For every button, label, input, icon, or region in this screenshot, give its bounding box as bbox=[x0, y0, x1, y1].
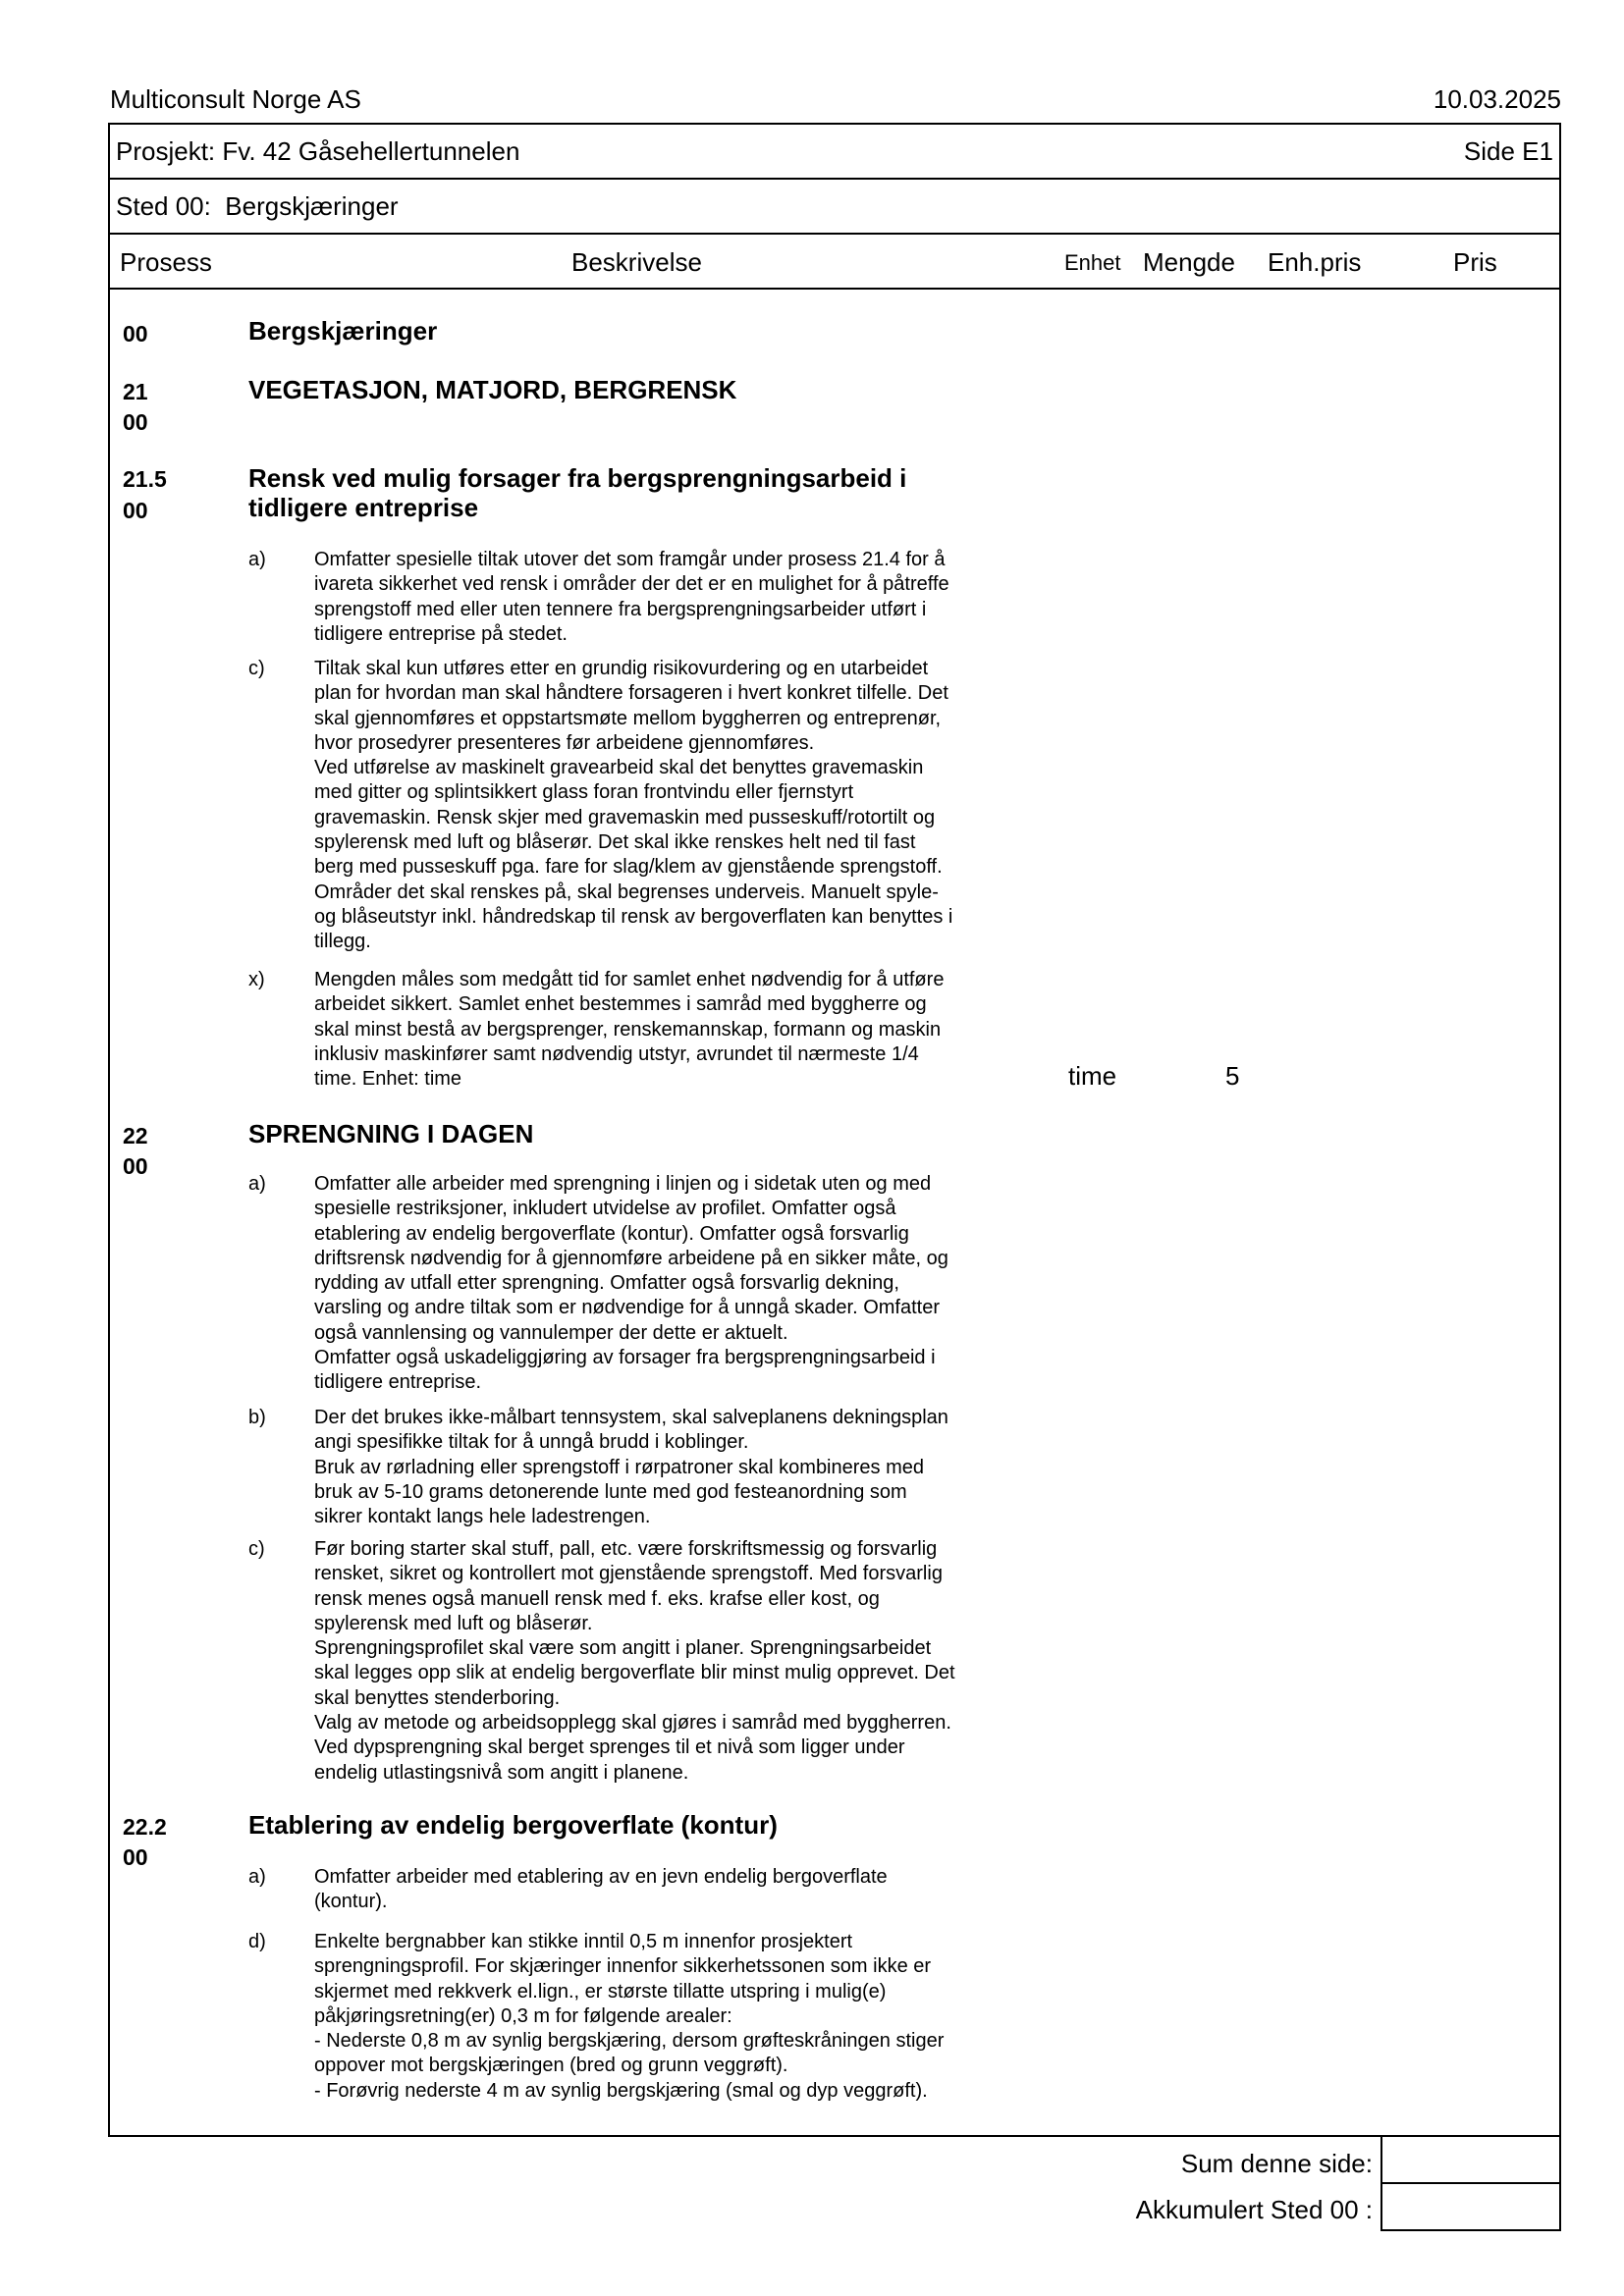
process-code-sub: 00 bbox=[123, 498, 148, 523]
col-quantity: Mengde bbox=[1143, 247, 1235, 277]
site-title: Sted 00: Bergskjæringer bbox=[116, 191, 399, 221]
text-line: Sprengningsprofilet skal være som angitt i planer. Sprengningsarbeidet bbox=[314, 1637, 932, 1660]
accumulated-value bbox=[1380, 2182, 1561, 2231]
process-code: 21.5 bbox=[123, 466, 167, 492]
item-label: c) bbox=[248, 658, 265, 679]
text-line: skal minst bestå av bergsprenger, renskemannskap, formann og maskin bbox=[314, 1018, 942, 1041]
divider-site bbox=[108, 233, 1561, 235]
text-line: sprengstoff med eller uten tennere fra bergsprengningsarbeider utført i bbox=[314, 598, 927, 620]
accumulated-label: Akkumulert Sted 00 : bbox=[1135, 2195, 1373, 2224]
project-title: Prosjekt: Fv. 42 Gåsehellertunnelen bbox=[116, 136, 520, 166]
item-label: c) bbox=[248, 1538, 265, 1560]
text-line: plan for hvordan man skal håndtere forsageren i hvert konkret tilfelle. Det bbox=[314, 682, 948, 705]
text-line: spylerensk med luft og blåserør. bbox=[314, 1612, 593, 1634]
text-line: Omfatter også uskadeliggjøring av forsager fra bergsprengningsarbeid i bbox=[314, 1347, 936, 1369]
item-text bbox=[314, 548, 1041, 647]
section-heading: VEGETASJON, MATJORD, BERGRENSK bbox=[248, 375, 737, 404]
text-line: skal benyttes stenderboring. bbox=[314, 1686, 561, 1709]
text-line: med gitter og splintsikkert glass foran frontvindu eller fjernstyrt bbox=[314, 781, 854, 804]
section-heading: Bergskjæringer bbox=[248, 316, 438, 346]
text-line: oppover mot bergskjæringen (bred og grunn veggrøft). bbox=[314, 2055, 788, 2077]
col-description: Beskrivelse bbox=[571, 247, 702, 277]
section-heading-line: Rensk ved mulig forsager fra bergsprengningsarbeid i bbox=[248, 463, 907, 493]
text-line: spesielle restriksjoner, inkludert utvidelse av profilet. Omfatter også bbox=[314, 1198, 896, 1220]
text-line: Omfatter alle arbeider med sprengning i linjen og i sidetak uten og med bbox=[314, 1173, 932, 1195]
page-number: Side E1 bbox=[1463, 136, 1553, 166]
text-line: arbeidet sikkert. Samlet enhet bestemmes i samråd med byggherre og bbox=[314, 993, 927, 1016]
text-line: time. Enhet: time bbox=[314, 1068, 462, 1091]
item-label: a) bbox=[248, 1866, 266, 1888]
text-line: Mengden måles som medgått tid for samlet enhet nødvendig for å utføre bbox=[314, 969, 945, 990]
text-line: Omfatter arbeider med etablering av en jevn endelig bergoverflate bbox=[314, 1866, 888, 1888]
item-label: b) bbox=[248, 1407, 266, 1428]
text-line: varsling og andre tiltak som er nødvendige for å unngå skader. Omfatter bbox=[314, 1297, 941, 1319]
item-unit: time bbox=[1068, 1061, 1117, 1091]
text-line: skjermet med rekkverk el.lign., er største tillatte utspring i mulig(e) bbox=[314, 1980, 887, 2002]
col-unit-price: Enh.pris bbox=[1268, 247, 1362, 277]
section-heading-line: tidligere entreprise bbox=[248, 493, 479, 522]
text-line: tillegg. bbox=[314, 931, 371, 953]
text-line: Ved dypsprengning skal berget sprenges til et nivå som ligger under bbox=[314, 1736, 905, 1759]
item-text bbox=[314, 1930, 1041, 2104]
text-line: Tiltak skal kun utføres etter en grundig risikovurdering og en utarbeidet bbox=[314, 658, 929, 679]
sum-page-label: Sum denne side: bbox=[1180, 2149, 1373, 2178]
process-code-sub: 00 bbox=[123, 409, 148, 435]
text-line: hvor prosedyrer presenteres før arbeidene gjennomføres. bbox=[314, 731, 815, 754]
item-quantity: 5 bbox=[1225, 1061, 1240, 1091]
item-label: d) bbox=[248, 1931, 266, 1952]
text-line: sprengningsprofil. For skjæringer innenfor sikkerhetssonen som ikke er bbox=[314, 1955, 932, 1978]
text-line: Før boring starter skal stuff, pall, etc. være forskriftsmessig og forsvarlig bbox=[314, 1538, 938, 1560]
text-line: Bruk av rørladning eller sprengstoff i rørpatroner skal kombineres med bbox=[314, 1456, 924, 1478]
col-unit: Enhet bbox=[1064, 250, 1121, 275]
process-code: 00 bbox=[123, 321, 148, 347]
text-line: ivareta sikkerhet ved rensk i områder der det er en mulighet for å påtreffe bbox=[314, 573, 949, 596]
process-code-sub: 00 bbox=[123, 1153, 148, 1179]
item-label: x) bbox=[248, 969, 265, 990]
col-price: Pris bbox=[1453, 247, 1497, 277]
text-line: angi spesifikke tiltak for å unngå brudd i koblinger. bbox=[314, 1431, 749, 1454]
col-process: Prosess bbox=[120, 247, 212, 277]
text-line: Områder det skal renskes på, skal begrenses underveis. Manuelt spyle- bbox=[314, 881, 939, 903]
text-line: skal legges opp slik at endelig bergoverflate blir minst mulig opprevet. Det bbox=[314, 1662, 955, 1684]
item-text bbox=[314, 1406, 1041, 1529]
sum-page-value bbox=[1380, 2135, 1561, 2184]
item-label: a) bbox=[248, 549, 266, 570]
text-line: påkjøringsretning(er) 0,3 m for følgende arealer: bbox=[314, 2004, 732, 2027]
item-text bbox=[314, 968, 1041, 1092]
text-line: Der det brukes ikke-målbart tennsystem, skal salveplanens dekningsplan bbox=[314, 1407, 948, 1428]
text-line: inklusiv maskinfører samt nødvendig utstyr, avrundet til nærmeste 1/4 bbox=[314, 1042, 919, 1065]
process-code: 21 bbox=[123, 379, 148, 404]
text-line: og blåseutstyr inkl. håndredskap til rensk av bergoverflaten kan benyttes i bbox=[314, 905, 953, 928]
text-line: rensk menes også manuell rensk med f. eks. krafse eller kost, og bbox=[314, 1587, 880, 1610]
section-heading: Etablering av endelig bergoverflate (kontur) bbox=[248, 1810, 778, 1840]
text-line: sikrer kontakt langs hele ladestrengen. bbox=[314, 1506, 651, 1528]
company-name: Multiconsult Norge AS bbox=[110, 84, 361, 114]
item-label: a) bbox=[248, 1173, 266, 1195]
text-line: Valg av metode og arbeidsopplegg skal gjøres i samråd med byggherren. bbox=[314, 1712, 951, 1735]
text-line: driftsrensk nødvendig for å gjennomføre arbeidene på en sikker måte, og bbox=[314, 1247, 948, 1269]
text-line: tidligere entreprise. bbox=[314, 1371, 482, 1394]
text-line: berg med pusseskuff pga. fare for slag/klem av gjenstående sprengstoff. bbox=[314, 856, 943, 879]
text-line: skal gjennomføres et oppstartsmøte mellom byggherren og entreprenør, bbox=[314, 707, 942, 729]
text-line: (kontur). bbox=[314, 1891, 388, 1913]
text-line: gravemaskin. Rensk skjer med gravemaskin med pusseskuff/rotortilt og bbox=[314, 806, 936, 828]
text-line: endelig utlastingsnivå som angitt i planene. bbox=[314, 1761, 689, 1784]
item-text bbox=[314, 1172, 1041, 1396]
text-line: rensket, sikret og kontrollert mot gjenstående sprengstoff. Med forsvarlig bbox=[314, 1563, 943, 1585]
process-code: 22.2 bbox=[123, 1814, 167, 1840]
process-code: 22 bbox=[123, 1123, 148, 1148]
divider-columns bbox=[108, 288, 1561, 290]
text-line: - Nederste 0,8 m av synlig bergskjæring, dersom grøfteskråningen stiger bbox=[314, 2030, 945, 2053]
text-line: Ved utførelse av maskinelt gravearbeid skal det benyttes gravemaskin bbox=[314, 757, 924, 779]
item-text bbox=[314, 1865, 1041, 1915]
item-text bbox=[314, 657, 1041, 955]
process-code-sub: 00 bbox=[123, 1844, 148, 1870]
divider-project bbox=[108, 178, 1561, 180]
text-line: Omfatter spesielle tiltak utover det som framgår under prosess 21.4 for å bbox=[314, 549, 946, 570]
section-heading: SPRENGNING I DAGEN bbox=[248, 1119, 534, 1148]
text-line: - Forøvrig nederste 4 m av synlig bergskjæring (smal og dyp veggrøft). bbox=[314, 2079, 928, 2102]
text-line: spylerensk med luft og blåserør. Det skal ikke renskes helt ned til fast bbox=[314, 831, 916, 854]
text-line: bruk av 5-10 grams detonerende lunte med god festeanordning som bbox=[314, 1480, 907, 1503]
text-line: tidligere entreprise på stedet. bbox=[314, 622, 568, 645]
text-line: rydding av utfall etter sprengning. Omfatter også forsvarlig dekning, bbox=[314, 1272, 899, 1295]
document-date: 10.03.2025 bbox=[1433, 84, 1561, 114]
item-text bbox=[314, 1537, 1041, 1786]
text-line: Enkelte bergnabber kan stikke inntil 0,5 m innenfor prosjektert bbox=[314, 1931, 853, 1952]
text-line: også vannlensing og vannulemper der dette er aktuelt. bbox=[314, 1321, 788, 1344]
text-line: etablering av endelig bergoverflate (kontur). Omfatter også forsvarlig bbox=[314, 1222, 909, 1245]
